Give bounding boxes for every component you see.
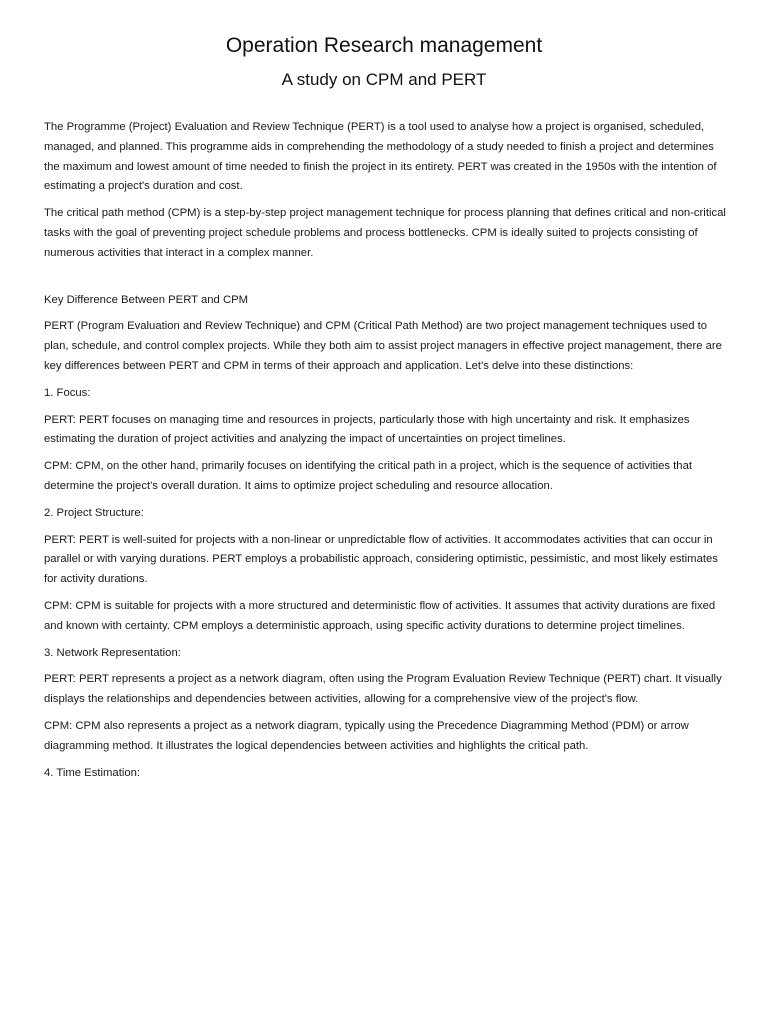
paragraph-network-cpm: CPM: CPM also represents a project as a network diagram, typically using the Precedence Diagramming Method (PDM) or arrow diagramming method. It illustrates the logical dependencies between activities and highlights the critical path. [44, 719, 689, 752]
paragraph-structure-pert: PERT: PERT is well-suited for projects with a non-linear or unpredictable flow of activities. It accommodates activities that can occur in parallel or with varying durations. PERT employs a probabilistic approach, considering optimistic, pessimistic, and most likely estimates for activity durations. [44, 533, 718, 586]
subheading-project-structure: 2. Project Structure: [44, 506, 144, 519]
paragraph-focus-pert: PERT: PERT focuses on managing time and resources in projects, particularly those with high uncertainty and risk. It emphasizes estimating the duration of project activities and analyzing the impact of uncertainties on project timelines. [44, 413, 690, 446]
paragraph-structure-cpm: CPM: CPM is suitable for projects with a more structured and deterministic flow of activities. It assumes that activity durations are fixed and known with certainty. CPM employs a deterministic approach, using specific activity durations to determine project timelines. [44, 599, 716, 632]
paragraph-pert-intro: The Programme (Project) Evaluation and Review Technique (PERT) is a tool used to analyse how a project is organised, scheduled, managed, and planned. This programme aids in comprehending the methodology of a study needed to finish a project and determines the maximum and lowest amount of time needed to finish the project in its entirety. PERT was created in the 1950s with the intention of estimating a project's duration and cost. [44, 121, 717, 193]
subheading-time-estimation: 4. Time Estimation: [44, 766, 141, 779]
subheading-focus: 1. Focus: [44, 386, 91, 399]
paragraph-overview: PERT (Program Evaluation and Review Technique) and CPM (Critical Path Method) are two project management techniques used to plan, schedule, and control complex projects. While they both aim to assist project managers in effective project management, there are key differences between PERT and CPM in terms of their approach and application. Let's delve into these distinctions: [44, 320, 722, 372]
section-heading-key-difference: Key Difference Between PERT and CPM [44, 293, 249, 306]
document-body [44, 118, 728, 790]
document-subtitle: A study on CPM and PERT [281, 70, 487, 89]
paragraph-focus-cpm: CPM: CPM, on the other hand, primarily focuses on identifying the critical path in a project, which is the sequence of activities that determine the project's overall duration. It aims to optimize project scheduling and resource allocation. [44, 460, 693, 492]
paragraph-network-pert: PERT: PERT represents a project as a network diagram, often using the Program Evaluation Review Technique (PERT) chart. It visually displays the relationships and dependencies between activities, allowing for a comprehensive view of the project's flow. [44, 673, 722, 706]
paragraph-cpm-intro: The critical path method (CPM) is a step-by-step project management technique for process planning that defines critical and non-critical tasks with the goal of preventing project schedule problems and process bottlenecks. CPM is ideally suited to projects consisting of numerous activities that interact in a complex manner. [44, 207, 726, 259]
subheading-network-representation: 3. Network Representation: [44, 646, 181, 659]
document-title: Operation Research management [225, 34, 543, 57]
